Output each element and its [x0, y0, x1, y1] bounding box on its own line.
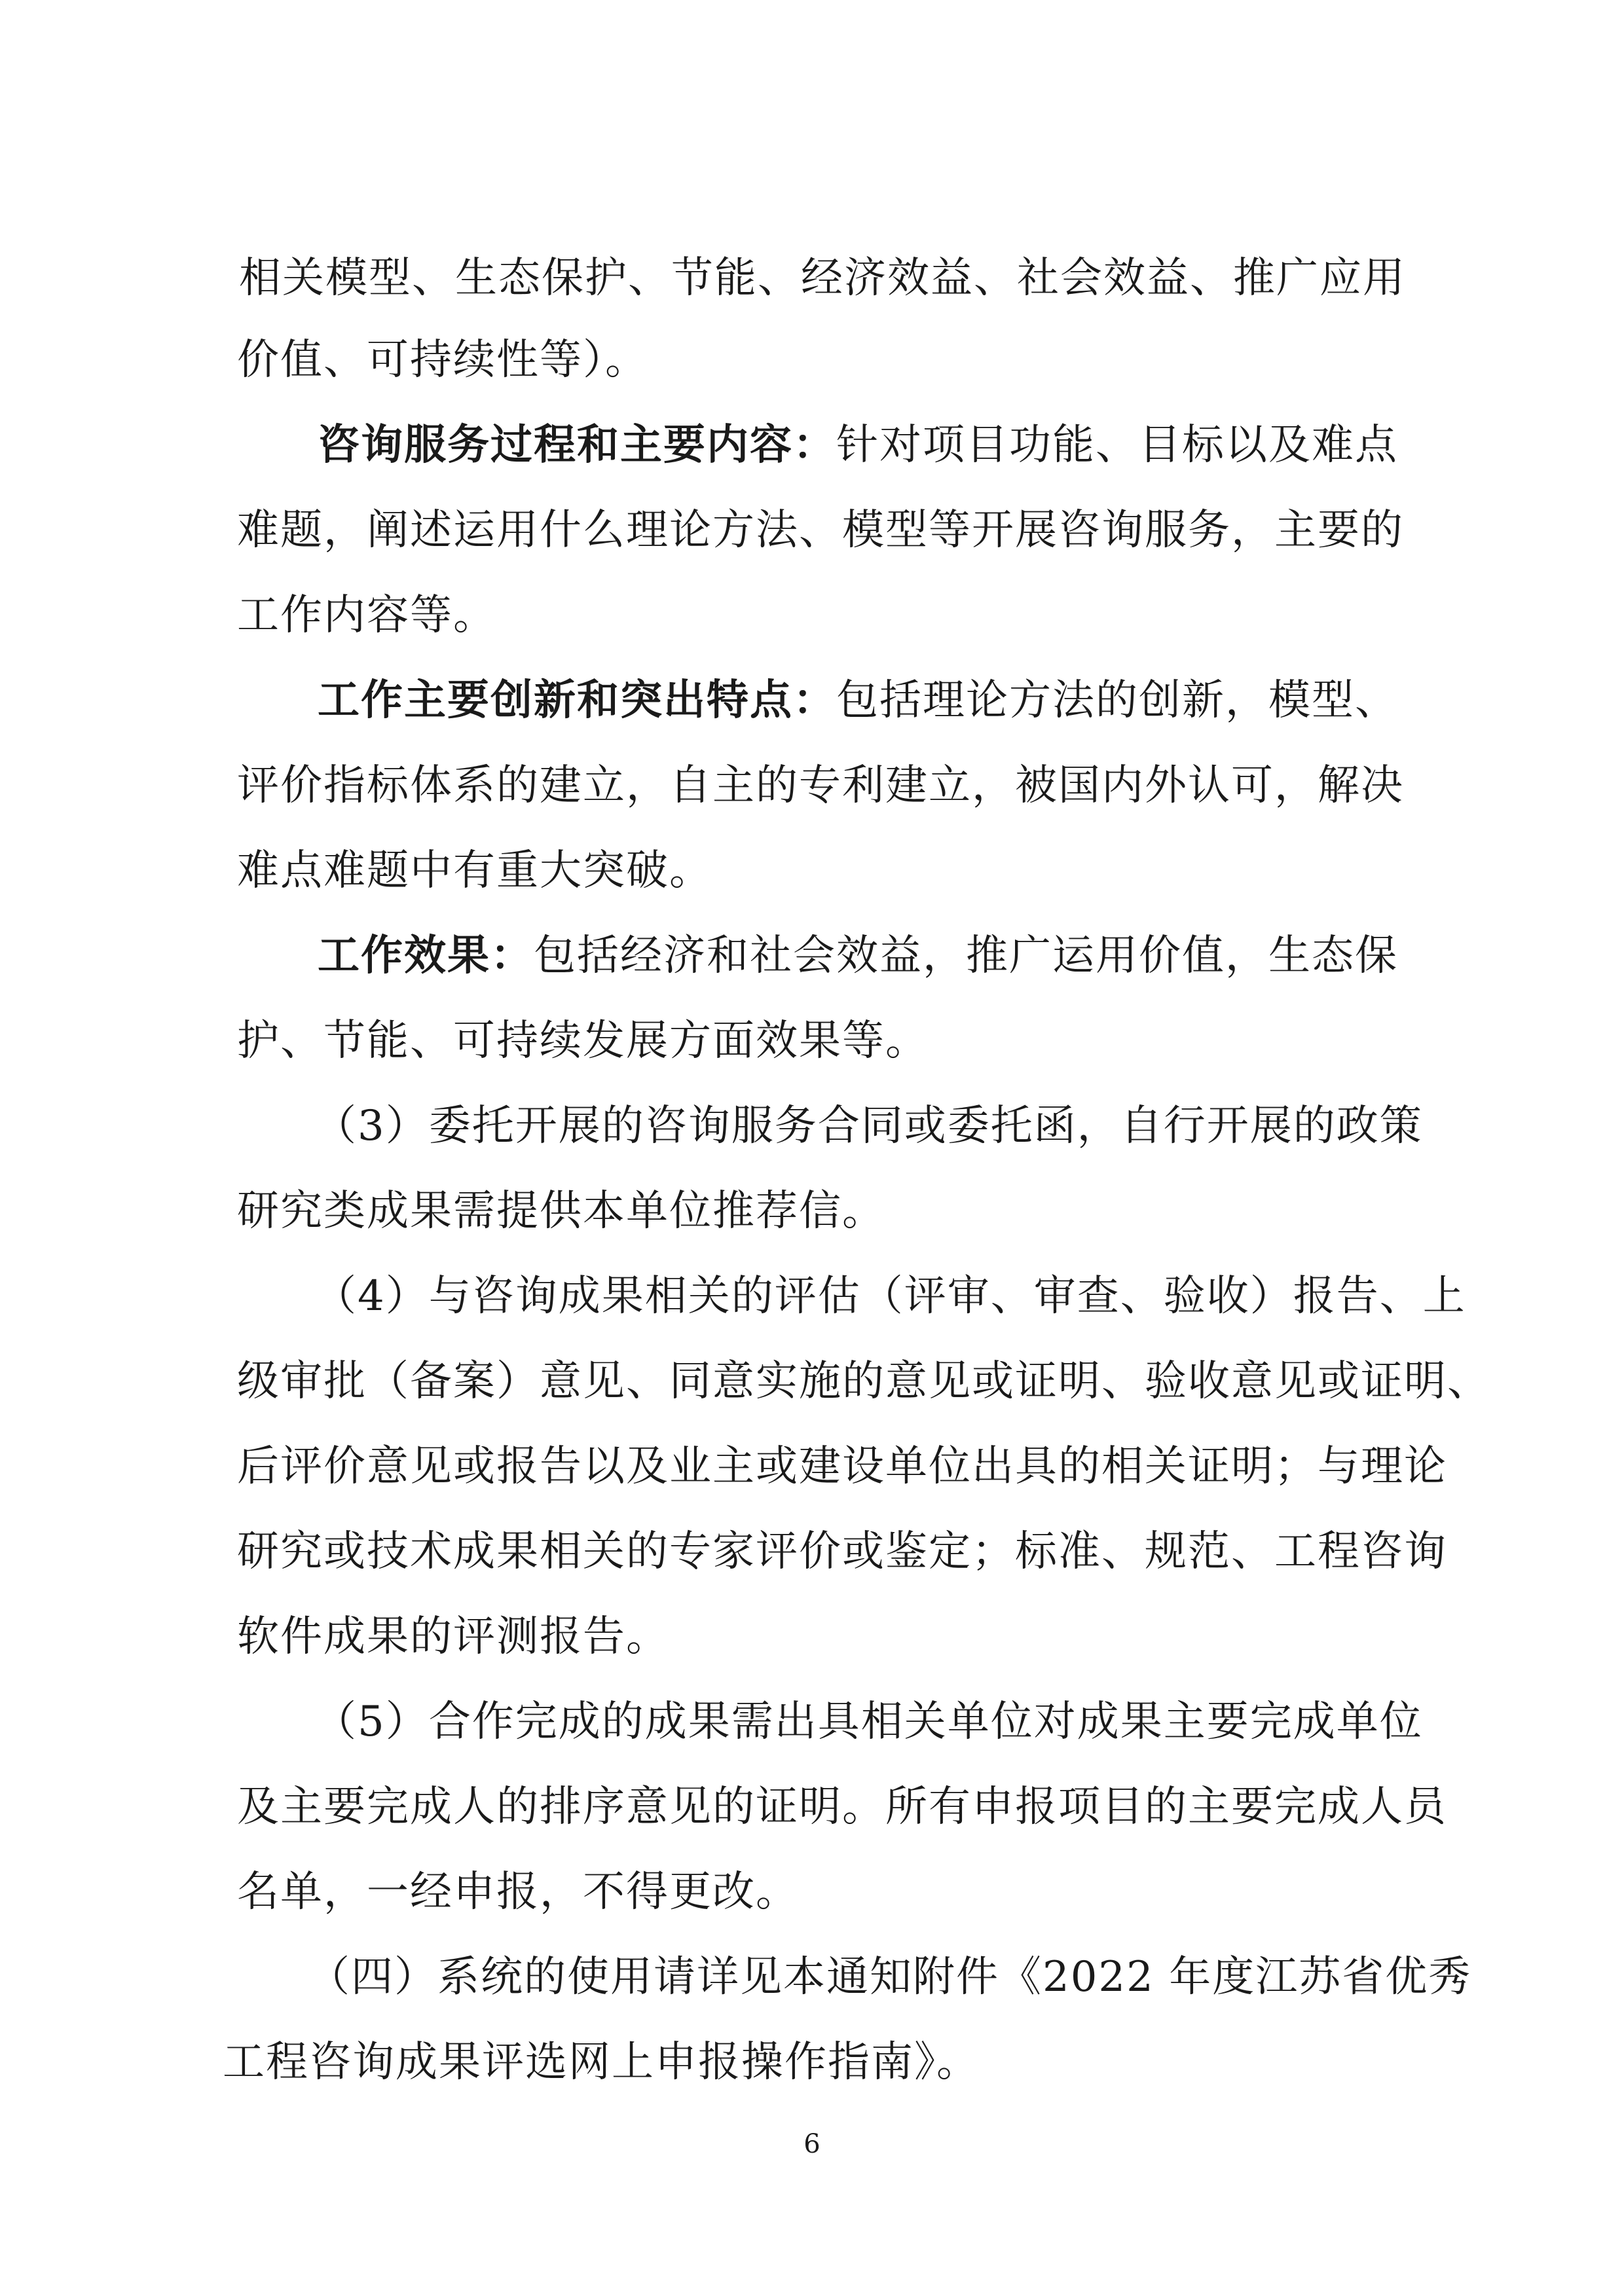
text-line: 相关模型、生态保护、节能、经济效益、社会效益、推广应用: [239, 254, 1406, 302]
text-line: 价值、可持续性等）。: [237, 336, 648, 384]
text-line: （3）委托开展的咨询服务合同或委托函，自行开展的政策: [314, 1102, 1423, 1150]
text-line: 评价指标体系的建立，自主的专利建立，被国内外认可，解决: [237, 761, 1404, 810]
text-line: （四）系统的使用请详见本通知附件《2022 年度江苏省优秀: [308, 1953, 1472, 2001]
text-line: 工程咨询成果评选网上申报操作指南》。: [223, 2038, 980, 2086]
text-line: （4）与咨询成果相关的评估（评审、审查、验收）报告、上: [314, 1272, 1466, 1321]
text-line: [318, 930, 1398, 982]
text-line: 护、节能、可持续发展方面效果等。: [237, 1017, 929, 1065]
text-span: 包括理论方法的创新，模型、: [836, 676, 1398, 725]
text-span: 针对项目功能、目标以及难点: [836, 421, 1398, 469]
page-number: 6: [803, 2129, 821, 2159]
text-line: 及主要完成人的排序意见的证明。所有申报项目的主要完成人员: [237, 1783, 1447, 1831]
text-line: [318, 674, 1398, 727]
text-line: 名单，一经申报，不得更改。: [237, 1868, 799, 1916]
bold-heading: 咨询服务过程和主要内容：: [318, 420, 836, 469]
text-line: 难点难题中有重大突破。: [237, 847, 712, 895]
text-line: 后评价意见或报告以及业主或建设单位出具的相关证明；与理论: [237, 1442, 1447, 1491]
text-line: 级审批（备案）意见、同意实施的意见或证明、验收意见或证明、: [237, 1357, 1490, 1406]
bold-heading: 工作效果：: [318, 931, 534, 980]
text-line: 难题，阐述运用什么理论方法、模型等开展咨询服务，主要的: [237, 506, 1404, 555]
text-line: 工作内容等。: [237, 591, 496, 640]
text-line: 研究或技术成果相关的专家评价或鉴定；标准、规范、工程咨询: [237, 1527, 1447, 1576]
text-line: （5）合作完成的成果需出具相关单位对成果主要完成单位: [314, 1698, 1423, 1746]
text-line: 软件成果的评测报告。: [237, 1613, 669, 1661]
text-line: [318, 419, 1398, 471]
bold-heading: 工作主要创新和突出特点：: [318, 676, 836, 725]
text-span: 包括经济和社会效益，推广运用价值，生态保: [534, 932, 1398, 980]
text-line: 研究类成果需提供本单位推荐信。: [237, 1187, 885, 1235]
